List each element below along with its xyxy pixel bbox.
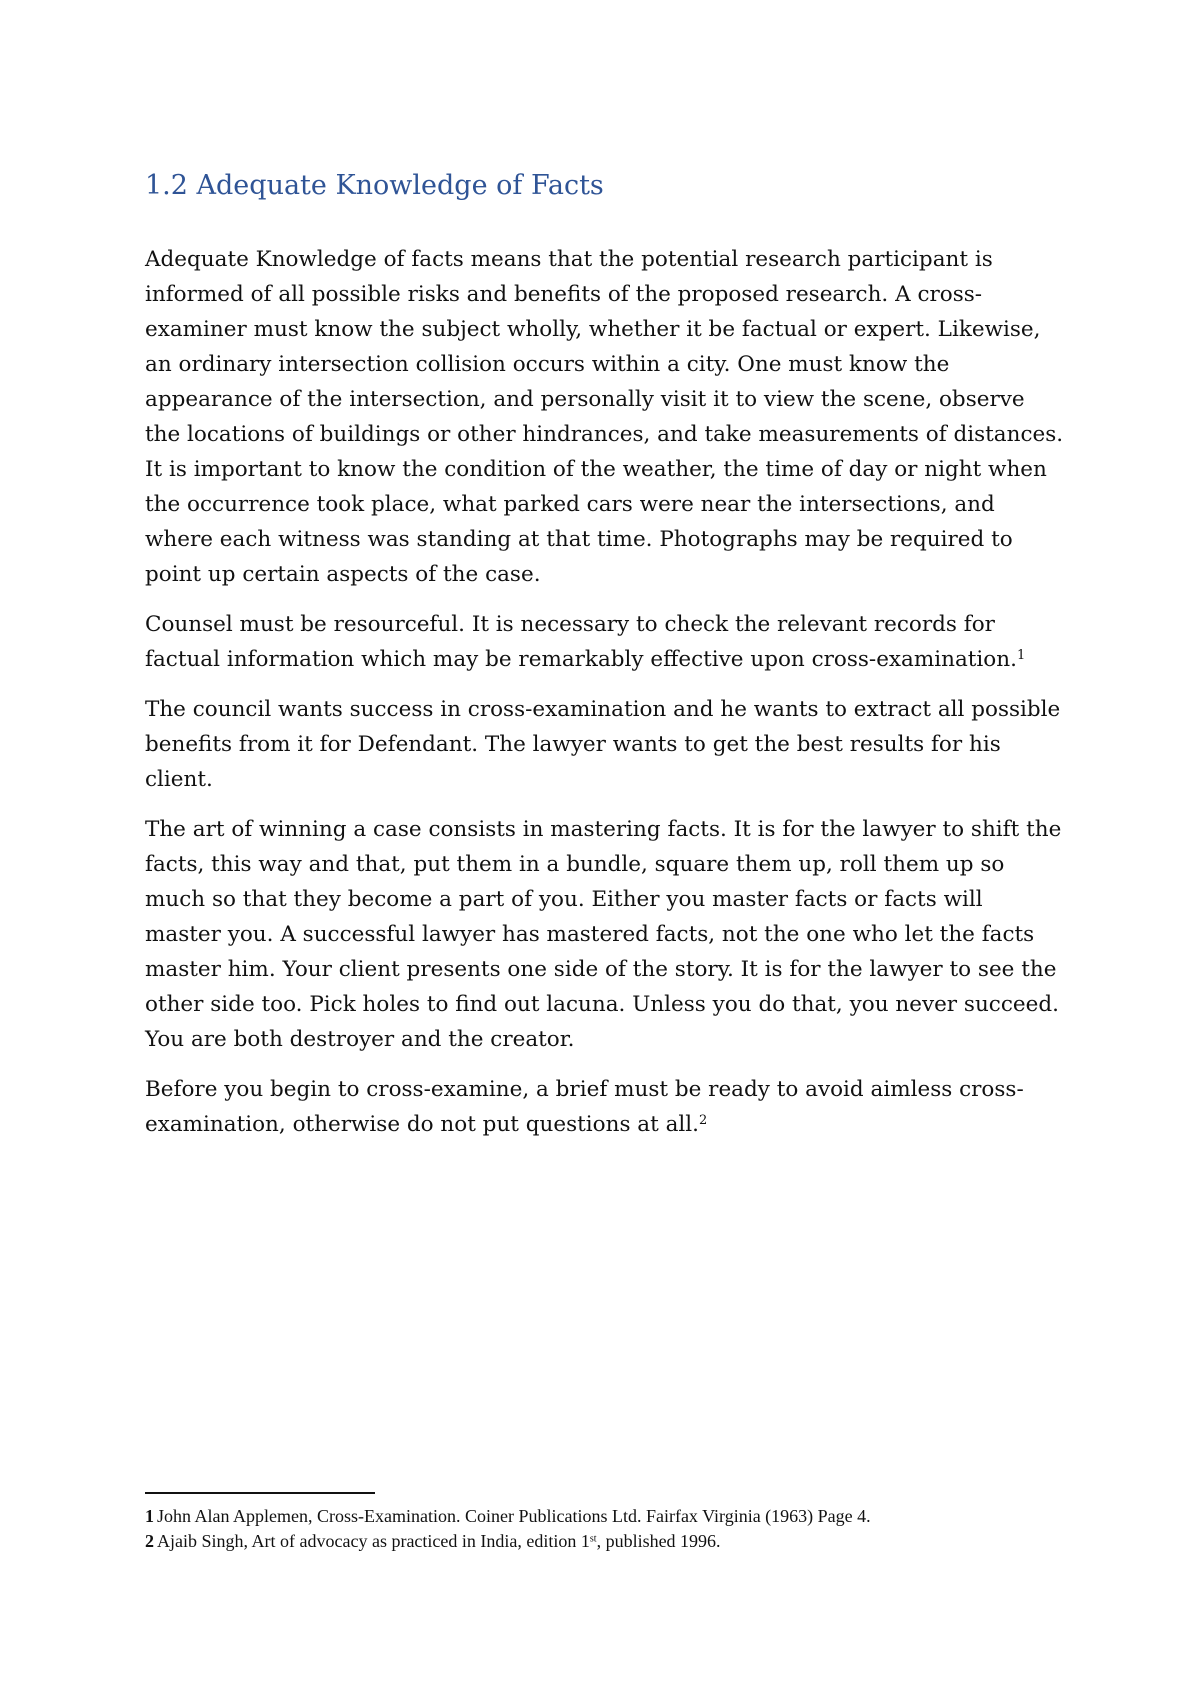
footnote-separator bbox=[145, 1492, 375, 1494]
footnote-number: 1 bbox=[145, 1506, 154, 1526]
paragraph-text: The council wants success in cross-examination and he wants to extract all possible benefits from it for Defendant. The lawyer wants to get the best results for his client. bbox=[145, 697, 1061, 792]
paragraph bbox=[145, 1072, 1065, 1142]
footnote bbox=[145, 1529, 1065, 1554]
footnote-ref[interactable]: 2 bbox=[699, 1112, 708, 1128]
paragraph bbox=[145, 692, 1065, 797]
footnotes bbox=[145, 1492, 1065, 1554]
footnote-number: 2 bbox=[145, 1531, 154, 1551]
paragraph bbox=[145, 242, 1065, 592]
section-heading: 1.2 Adequate Knowledge of Facts bbox=[145, 170, 604, 201]
footnote-text-tail: , published 1996. bbox=[596, 1531, 721, 1551]
footnote bbox=[145, 1504, 1065, 1529]
footnote-superscript: st bbox=[589, 1533, 597, 1545]
footnote-ref[interactable]: 1 bbox=[1016, 647, 1026, 663]
paragraph bbox=[145, 607, 1065, 677]
paragraph-text: Adequate Knowledge of facts means that the potential research participant is informed of all possible risks and benefits of the proposed research. A cross-examiner must know the subject wholly, whether it be factual or expert. Likewise, an ordinary intersection collision occurs within a city. One must know the appearance of the intersection, and personally visit it to view the scene, observe the locations of buildings or other hindrances, and take measurements of distances. It is important to know the condition of the weather, the time of day or night when the occurrence took place, what parked cars were near the intersections, and where each witness was standing at that time. Photographs may be required to point up certain aspects of the case. bbox=[145, 247, 1064, 587]
paragraph-text: Before you begin to cross-examine, a brief must be ready to avoid aimless cross-examination, otherwise do not put questions at all. bbox=[145, 1077, 1024, 1137]
footnote-text: John Alan Applemen, Cross-Examination. Coiner Publications Ltd. Fairfax Virginia (1963) Page 4. bbox=[157, 1506, 871, 1526]
footnote-text: Ajaib Singh, Art of advocacy as practiced in India, edition 1 bbox=[157, 1531, 590, 1551]
paragraph-text: The art of winning a case consists in mastering facts. It is for the lawyer to shift the facts, this way and that, put them in a bundle, square them up, roll them up so much so that they become a part of you. Either you master facts or facts will master you. A successful lawyer has mastered facts, not the one who let the facts master him. Your client presents one side of the story. It is for the lawyer to see the other side too. Pick holes to find out lacuna. Unless you do that, you never succeed. You are both destroyer and the creator. bbox=[145, 817, 1062, 1052]
document-body bbox=[145, 168, 1065, 1157]
paragraph-text: Counsel must be resourceful. It is necessary to check the relevant records for factual information which may be remarkably effective upon cross-examination. bbox=[145, 612, 1017, 672]
paragraph bbox=[145, 812, 1065, 1057]
